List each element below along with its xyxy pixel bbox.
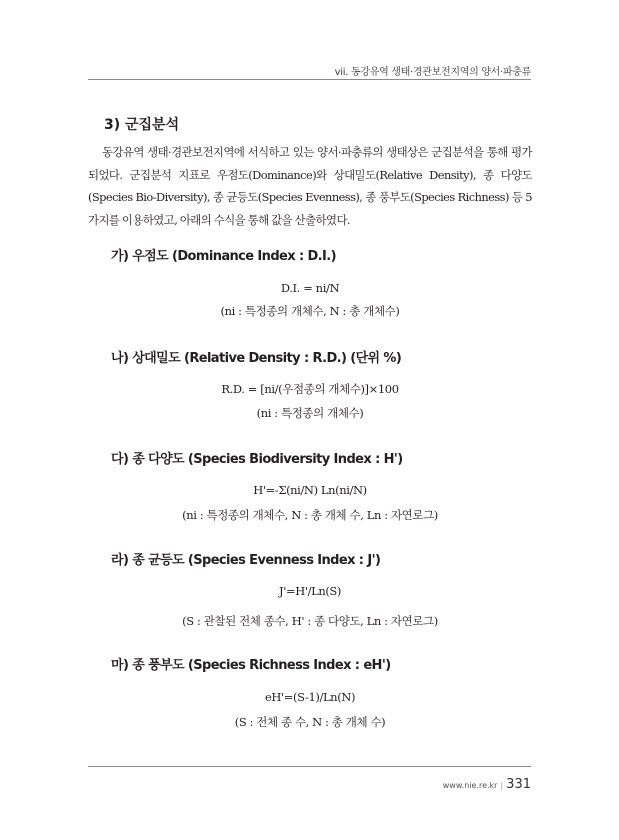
page-footer [443,773,531,792]
richness-formula: eH'=(S-1)/Ln(N) [264,690,356,704]
biodiversity-formula: H'=-Σ(ni/N) Ln(ni/N) [253,483,367,497]
footer-separator: | [500,781,504,790]
page-number: 331 [506,777,531,792]
relative-density-legend: (ni : 특정종의 개체수) [256,406,364,420]
biodiversity-heading: 다) 종 다양도 (Species Biodiversity Index : H') [111,452,403,467]
richness-legend: (S : 전체 종 수, N : 총 개체 수) [234,715,386,729]
header-divider [88,79,531,80]
section-title: 3) 군집분석 [104,117,180,133]
evenness-legend: (S : 관찰된 전체 종수, H' : 종 다양도, Ln : 자연로그) [182,614,438,628]
relative-density-heading: 나) 상대밀도 (Relative Density : R.D.) (단위 %) [111,351,402,366]
evenness-formula: J'=H'/Ln(S) [279,584,341,598]
dominance-formula: D.I. = ni/N [280,281,340,295]
biodiversity-legend: (ni : 특정종의 개체수, N : 총 개체 수, Ln : 자연로그) [182,508,438,522]
running-header: vii. 동강유역 생태·경관보전지역의 양서·파충류 [334,67,531,78]
intro-paragraph: 동강유역 생태·경관보전지역에 서식하고 있는 양서·파충류의 생태상은 군집분석을 통해 평가되었다. 군집분석 지표로 우점도(Dominance)와 상대밀도(Relative Density), 종 다양도(Species Bio-Diversity), 종 균등도(Species Evenness), 종 풍부도(Species Richness) 등 5가지를 이용하였고, 아래의 수식을 통해 값을 산출하였다. [88,145,532,227]
dominance-heading: 가) 우점도 (Dominance Index : D.I.) [111,249,336,264]
evenness-heading: 라) 종 균등도 (Species Evenness Index : J') [111,553,381,568]
dominance-legend: (ni : 특정종의 개체수, N : 총 개체수) [220,304,400,318]
footer-divider [88,766,531,767]
relative-density-formula: R.D. = [ni/(우점종의 개체수)]×100 [221,382,399,396]
richness-heading: 마) 종 풍부도 (Species Richness Index : eH') [111,658,391,673]
footer-url: www.nie.re.kr [442,781,498,790]
